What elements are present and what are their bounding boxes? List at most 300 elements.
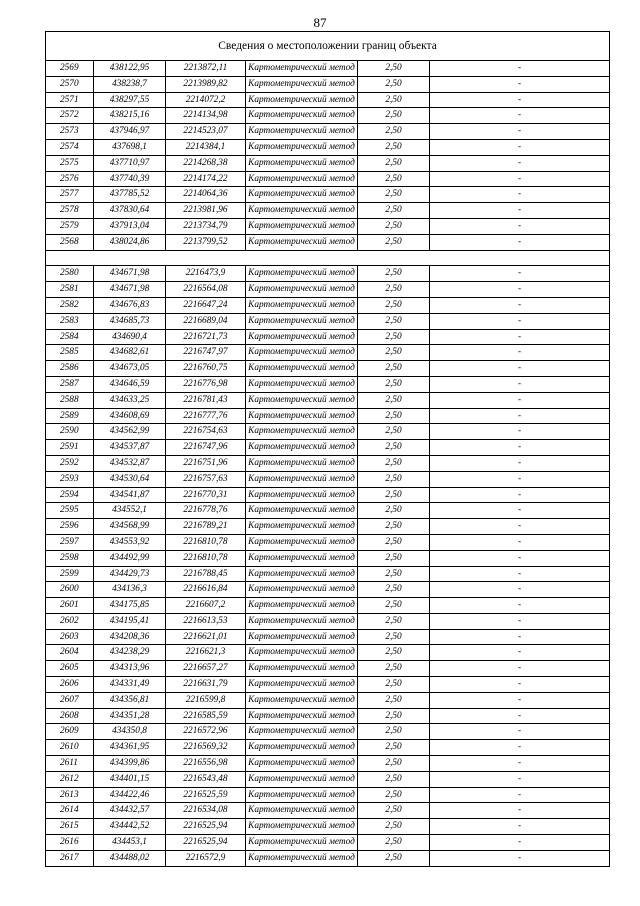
description-cell: - bbox=[430, 756, 610, 772]
description-cell: - bbox=[430, 155, 610, 171]
y-coordinate-cell: 2216770,31 bbox=[166, 487, 246, 503]
y-coordinate-cell: 2216777,76 bbox=[166, 408, 246, 424]
x-coordinate-cell: 434690,4 bbox=[94, 329, 166, 345]
description-cell: - bbox=[430, 661, 610, 677]
point-number-cell: 2570 bbox=[46, 76, 94, 92]
point-number-cell: 2594 bbox=[46, 487, 94, 503]
method-cell: Картометрический метод bbox=[246, 582, 358, 598]
point-number-cell: 2587 bbox=[46, 376, 94, 392]
description-cell: - bbox=[430, 345, 610, 361]
y-coordinate-cell: 2216564,08 bbox=[166, 282, 246, 298]
y-coordinate-cell: 2216525,94 bbox=[166, 819, 246, 835]
x-coordinate-cell: 438215,16 bbox=[94, 108, 166, 124]
description-cell: - bbox=[430, 803, 610, 819]
accuracy-cell: 2,50 bbox=[358, 598, 430, 614]
x-coordinate-cell: 434175,85 bbox=[94, 598, 166, 614]
point-number-cell: 2586 bbox=[46, 361, 94, 377]
accuracy-cell: 2,50 bbox=[358, 76, 430, 92]
x-coordinate-cell: 434676,83 bbox=[94, 297, 166, 313]
method-cell: Картометрический метод bbox=[246, 803, 358, 819]
x-coordinate-cell: 434351,28 bbox=[94, 708, 166, 724]
x-coordinate-cell: 437785,52 bbox=[94, 187, 166, 203]
method-cell: Картометрический метод bbox=[246, 566, 358, 582]
method-cell: Картометрический метод bbox=[246, 187, 358, 203]
point-number-cell: 2575 bbox=[46, 155, 94, 171]
x-coordinate-cell: 434633,25 bbox=[94, 392, 166, 408]
x-coordinate-cell: 437698,1 bbox=[94, 139, 166, 155]
x-coordinate-cell: 434432,57 bbox=[94, 803, 166, 819]
x-coordinate-cell: 438024,86 bbox=[94, 234, 166, 250]
table-row bbox=[46, 756, 610, 772]
point-number-cell: 2569 bbox=[46, 61, 94, 77]
x-coordinate-cell: 434671,98 bbox=[94, 266, 166, 282]
accuracy-cell: 2,50 bbox=[358, 234, 430, 250]
description-cell: - bbox=[430, 629, 610, 645]
table-row bbox=[46, 234, 610, 250]
accuracy-cell: 2,50 bbox=[358, 645, 430, 661]
method-cell: Картометрический метод bbox=[246, 108, 358, 124]
point-number-cell: 2613 bbox=[46, 787, 94, 803]
table-row bbox=[46, 61, 610, 77]
accuracy-cell: 2,50 bbox=[358, 740, 430, 756]
method-cell: Картометрический метод bbox=[246, 408, 358, 424]
point-number-cell: 2588 bbox=[46, 392, 94, 408]
point-number-cell: 2579 bbox=[46, 218, 94, 234]
point-number-cell: 2609 bbox=[46, 724, 94, 740]
point-number-cell: 2608 bbox=[46, 708, 94, 724]
method-cell: Картометрический метод bbox=[246, 203, 358, 219]
x-coordinate-cell: 434541,87 bbox=[94, 487, 166, 503]
accuracy-cell: 2,50 bbox=[358, 692, 430, 708]
group-separator-cell bbox=[46, 250, 610, 266]
method-cell: Картометрический метод bbox=[246, 740, 358, 756]
table-row bbox=[46, 582, 610, 598]
accuracy-cell: 2,50 bbox=[358, 345, 430, 361]
description-cell: - bbox=[430, 266, 610, 282]
point-number-cell: 2615 bbox=[46, 819, 94, 835]
y-coordinate-cell: 2216778,76 bbox=[166, 503, 246, 519]
x-coordinate-cell: 437913,04 bbox=[94, 218, 166, 234]
table-row bbox=[46, 329, 610, 345]
x-coordinate-cell: 434442,52 bbox=[94, 819, 166, 835]
method-cell: Картометрический метод bbox=[246, 440, 358, 456]
table-row bbox=[46, 108, 610, 124]
point-number-cell: 2617 bbox=[46, 850, 94, 866]
accuracy-cell: 2,50 bbox=[358, 187, 430, 203]
y-coordinate-cell: 2216776,98 bbox=[166, 376, 246, 392]
description-cell: - bbox=[430, 566, 610, 582]
table-row bbox=[46, 740, 610, 756]
group-separator-row bbox=[46, 250, 610, 266]
description-cell: - bbox=[430, 582, 610, 598]
boundary-coordinates-table bbox=[45, 31, 610, 867]
description-cell: - bbox=[430, 787, 610, 803]
method-cell: Картометрический метод bbox=[246, 661, 358, 677]
point-number-cell: 2581 bbox=[46, 282, 94, 298]
point-number-cell: 2596 bbox=[46, 519, 94, 535]
point-number-cell: 2583 bbox=[46, 313, 94, 329]
y-coordinate-cell: 2216556,98 bbox=[166, 756, 246, 772]
table-row bbox=[46, 471, 610, 487]
table-row bbox=[46, 203, 610, 219]
y-coordinate-cell: 2216569,32 bbox=[166, 740, 246, 756]
accuracy-cell: 2,50 bbox=[358, 471, 430, 487]
table-row bbox=[46, 771, 610, 787]
x-coordinate-cell: 434238,29 bbox=[94, 645, 166, 661]
y-coordinate-cell: 2214064,36 bbox=[166, 187, 246, 203]
y-coordinate-cell: 2216788,45 bbox=[166, 566, 246, 582]
accuracy-cell: 2,50 bbox=[358, 677, 430, 693]
accuracy-cell: 2,50 bbox=[358, 408, 430, 424]
table-row bbox=[46, 487, 610, 503]
method-cell: Картометрический метод bbox=[246, 550, 358, 566]
point-number-cell: 2576 bbox=[46, 171, 94, 187]
method-cell: Картометрический метод bbox=[246, 282, 358, 298]
description-cell: - bbox=[430, 313, 610, 329]
accuracy-cell: 2,50 bbox=[358, 756, 430, 772]
table-row bbox=[46, 629, 610, 645]
x-coordinate-cell: 434361,95 bbox=[94, 740, 166, 756]
point-number-cell: 2600 bbox=[46, 582, 94, 598]
description-cell: - bbox=[430, 124, 610, 140]
description-cell: - bbox=[430, 519, 610, 535]
method-cell: Картометрический метод bbox=[246, 534, 358, 550]
method-cell: Картометрический метод bbox=[246, 234, 358, 250]
x-coordinate-cell: 434646,59 bbox=[94, 376, 166, 392]
y-coordinate-cell: 2216534,08 bbox=[166, 803, 246, 819]
y-coordinate-cell: 2213872,11 bbox=[166, 61, 246, 77]
description-cell: - bbox=[430, 692, 610, 708]
method-cell: Картометрический метод bbox=[246, 76, 358, 92]
x-coordinate-cell: 434331,49 bbox=[94, 677, 166, 693]
method-cell: Картометрический метод bbox=[246, 692, 358, 708]
method-cell: Картометрический метод bbox=[246, 139, 358, 155]
method-cell: Картометрический метод bbox=[246, 756, 358, 772]
table-row bbox=[46, 819, 610, 835]
accuracy-cell: 2,50 bbox=[358, 266, 430, 282]
accuracy-cell: 2,50 bbox=[358, 582, 430, 598]
method-cell: Картометрический метод bbox=[246, 787, 358, 803]
point-number-cell: 2604 bbox=[46, 645, 94, 661]
table-row bbox=[46, 313, 610, 329]
x-coordinate-cell: 434532,87 bbox=[94, 455, 166, 471]
y-coordinate-cell: 2213981,96 bbox=[166, 203, 246, 219]
accuracy-cell: 2,50 bbox=[358, 440, 430, 456]
method-cell: Картометрический метод bbox=[246, 155, 358, 171]
table-title: Сведения о местоположении границ объекта bbox=[46, 32, 610, 61]
accuracy-cell: 2,50 bbox=[358, 424, 430, 440]
x-coordinate-cell: 434608,69 bbox=[94, 408, 166, 424]
description-cell: - bbox=[430, 503, 610, 519]
accuracy-cell: 2,50 bbox=[358, 534, 430, 550]
x-coordinate-cell: 434208,36 bbox=[94, 629, 166, 645]
table-row bbox=[46, 440, 610, 456]
method-cell: Картометрический метод bbox=[246, 519, 358, 535]
method-cell: Картометрический метод bbox=[246, 455, 358, 471]
y-coordinate-cell: 2216543,48 bbox=[166, 771, 246, 787]
accuracy-cell: 2,50 bbox=[358, 171, 430, 187]
table-row bbox=[46, 345, 610, 361]
y-coordinate-cell: 2216810,78 bbox=[166, 550, 246, 566]
table-row bbox=[46, 677, 610, 693]
description-cell: - bbox=[430, 234, 610, 250]
description-cell: - bbox=[430, 61, 610, 77]
table-row bbox=[46, 92, 610, 108]
y-coordinate-cell: 2216621,3 bbox=[166, 645, 246, 661]
description-cell: - bbox=[430, 92, 610, 108]
y-coordinate-cell: 2216473,9 bbox=[166, 266, 246, 282]
x-coordinate-cell: 437830,64 bbox=[94, 203, 166, 219]
description-cell: - bbox=[430, 282, 610, 298]
description-cell: - bbox=[430, 171, 610, 187]
table-row bbox=[46, 803, 610, 819]
page-number: 87 bbox=[313, 15, 327, 30]
x-coordinate-cell: 434401,15 bbox=[94, 771, 166, 787]
point-number-cell: 2611 bbox=[46, 756, 94, 772]
method-cell: Картометрический метод bbox=[246, 218, 358, 234]
description-cell: - bbox=[430, 819, 610, 835]
method-cell: Картометрический метод bbox=[246, 835, 358, 851]
description-cell: - bbox=[430, 376, 610, 392]
y-coordinate-cell: 2216760,75 bbox=[166, 361, 246, 377]
y-coordinate-cell: 2216757,63 bbox=[166, 471, 246, 487]
accuracy-cell: 2,50 bbox=[358, 835, 430, 851]
description-cell: - bbox=[430, 771, 610, 787]
accuracy-cell: 2,50 bbox=[358, 203, 430, 219]
accuracy-cell: 2,50 bbox=[358, 613, 430, 629]
x-coordinate-cell: 434350,8 bbox=[94, 724, 166, 740]
y-coordinate-cell: 2216747,96 bbox=[166, 440, 246, 456]
y-coordinate-cell: 2216616,84 bbox=[166, 582, 246, 598]
y-coordinate-cell: 2213799,52 bbox=[166, 234, 246, 250]
description-cell: - bbox=[430, 139, 610, 155]
table-row bbox=[46, 408, 610, 424]
table-row bbox=[46, 282, 610, 298]
method-cell: Картометрический метод bbox=[246, 471, 358, 487]
y-coordinate-cell: 2213989,82 bbox=[166, 76, 246, 92]
x-coordinate-cell: 438297,55 bbox=[94, 92, 166, 108]
point-number-cell: 2568 bbox=[46, 234, 94, 250]
y-coordinate-cell: 2216721,73 bbox=[166, 329, 246, 345]
y-coordinate-cell: 2216525,59 bbox=[166, 787, 246, 803]
table-row bbox=[46, 550, 610, 566]
y-coordinate-cell: 2216613,53 bbox=[166, 613, 246, 629]
y-coordinate-cell: 2214384,1 bbox=[166, 139, 246, 155]
y-coordinate-cell: 2214174,22 bbox=[166, 171, 246, 187]
method-cell: Картометрический метод bbox=[246, 266, 358, 282]
table-row bbox=[46, 598, 610, 614]
table-row bbox=[46, 724, 610, 740]
description-cell: - bbox=[430, 408, 610, 424]
description-cell: - bbox=[430, 424, 610, 440]
x-coordinate-cell: 437946,97 bbox=[94, 124, 166, 140]
point-number-cell: 2610 bbox=[46, 740, 94, 756]
accuracy-cell: 2,50 bbox=[358, 550, 430, 566]
accuracy-cell: 2,50 bbox=[358, 708, 430, 724]
x-coordinate-cell: 437710,97 bbox=[94, 155, 166, 171]
table-row bbox=[46, 376, 610, 392]
y-coordinate-cell: 2216781,43 bbox=[166, 392, 246, 408]
accuracy-cell: 2,50 bbox=[358, 455, 430, 471]
point-number-cell: 2593 bbox=[46, 471, 94, 487]
description-cell: - bbox=[430, 740, 610, 756]
accuracy-cell: 2,50 bbox=[358, 297, 430, 313]
table-title-row bbox=[46, 32, 610, 61]
y-coordinate-cell: 2216689,04 bbox=[166, 313, 246, 329]
description-cell: - bbox=[430, 645, 610, 661]
accuracy-cell: 2,50 bbox=[358, 392, 430, 408]
point-number-cell: 2573 bbox=[46, 124, 94, 140]
description-cell: - bbox=[430, 187, 610, 203]
description-cell: - bbox=[430, 835, 610, 851]
point-number-cell: 2602 bbox=[46, 613, 94, 629]
method-cell: Картометрический метод bbox=[246, 629, 358, 645]
table-row bbox=[46, 455, 610, 471]
point-number-cell: 2574 bbox=[46, 139, 94, 155]
y-coordinate-cell: 2216810,78 bbox=[166, 534, 246, 550]
point-number-cell: 2591 bbox=[46, 440, 94, 456]
x-coordinate-cell: 438122,95 bbox=[94, 61, 166, 77]
y-coordinate-cell: 2216607,2 bbox=[166, 598, 246, 614]
x-coordinate-cell: 434488,02 bbox=[94, 850, 166, 866]
point-number-cell: 2595 bbox=[46, 503, 94, 519]
accuracy-cell: 2,50 bbox=[358, 155, 430, 171]
accuracy-cell: 2,50 bbox=[358, 661, 430, 677]
table-row bbox=[46, 297, 610, 313]
x-coordinate-cell: 434537,87 bbox=[94, 440, 166, 456]
table-row bbox=[46, 645, 610, 661]
table-row bbox=[46, 76, 610, 92]
method-cell: Картометрический метод bbox=[246, 61, 358, 77]
y-coordinate-cell: 2216631,79 bbox=[166, 677, 246, 693]
accuracy-cell: 2,50 bbox=[358, 313, 430, 329]
method-cell: Картометрический метод bbox=[246, 677, 358, 693]
accuracy-cell: 2,50 bbox=[358, 519, 430, 535]
x-coordinate-cell: 434399,86 bbox=[94, 756, 166, 772]
accuracy-cell: 2,50 bbox=[358, 566, 430, 582]
y-coordinate-cell: 2216747,97 bbox=[166, 345, 246, 361]
table-row bbox=[46, 835, 610, 851]
description-cell: - bbox=[430, 392, 610, 408]
accuracy-cell: 2,50 bbox=[358, 329, 430, 345]
point-number-cell: 2590 bbox=[46, 424, 94, 440]
x-coordinate-cell: 434562,99 bbox=[94, 424, 166, 440]
method-cell: Картометрический метод bbox=[246, 392, 358, 408]
description-cell: - bbox=[430, 613, 610, 629]
method-cell: Картометрический метод bbox=[246, 487, 358, 503]
table-row bbox=[46, 692, 610, 708]
table-row bbox=[46, 361, 610, 377]
description-cell: - bbox=[430, 550, 610, 566]
y-coordinate-cell: 2213734,79 bbox=[166, 218, 246, 234]
x-coordinate-cell: 434195,41 bbox=[94, 613, 166, 629]
table-row bbox=[46, 139, 610, 155]
x-coordinate-cell: 434453,1 bbox=[94, 835, 166, 851]
y-coordinate-cell: 2214072,2 bbox=[166, 92, 246, 108]
y-coordinate-cell: 2214268,38 bbox=[166, 155, 246, 171]
point-number-cell: 2614 bbox=[46, 803, 94, 819]
point-number-cell: 2584 bbox=[46, 329, 94, 345]
description-cell: - bbox=[430, 297, 610, 313]
x-coordinate-cell: 434136,3 bbox=[94, 582, 166, 598]
y-coordinate-cell: 2216621,01 bbox=[166, 629, 246, 645]
x-coordinate-cell: 434422,46 bbox=[94, 787, 166, 803]
description-cell: - bbox=[430, 329, 610, 345]
x-coordinate-cell: 434313,96 bbox=[94, 661, 166, 677]
table-row bbox=[46, 708, 610, 724]
accuracy-cell: 2,50 bbox=[358, 139, 430, 155]
point-number-cell: 2585 bbox=[46, 345, 94, 361]
x-coordinate-cell: 438238,7 bbox=[94, 76, 166, 92]
method-cell: Картометрический метод bbox=[246, 613, 358, 629]
accuracy-cell: 2,50 bbox=[358, 850, 430, 866]
description-cell: - bbox=[430, 850, 610, 866]
description-cell: - bbox=[430, 455, 610, 471]
x-coordinate-cell: 434553,92 bbox=[94, 534, 166, 550]
method-cell: Картометрический метод bbox=[246, 345, 358, 361]
description-cell: - bbox=[430, 598, 610, 614]
table-row bbox=[46, 850, 610, 866]
table-row bbox=[46, 661, 610, 677]
point-number-cell: 2616 bbox=[46, 835, 94, 851]
x-coordinate-cell: 437740,39 bbox=[94, 171, 166, 187]
accuracy-cell: 2,50 bbox=[358, 487, 430, 503]
point-number-cell: 2582 bbox=[46, 297, 94, 313]
y-coordinate-cell: 2216572,9 bbox=[166, 850, 246, 866]
description-cell: - bbox=[430, 108, 610, 124]
point-number-cell: 2578 bbox=[46, 203, 94, 219]
point-number-cell: 2607 bbox=[46, 692, 94, 708]
description-cell: - bbox=[430, 534, 610, 550]
table-row bbox=[46, 787, 610, 803]
accuracy-cell: 2,50 bbox=[358, 376, 430, 392]
y-coordinate-cell: 2216657,27 bbox=[166, 661, 246, 677]
x-coordinate-cell: 434492,99 bbox=[94, 550, 166, 566]
point-number-cell: 2580 bbox=[46, 266, 94, 282]
accuracy-cell: 2,50 bbox=[358, 803, 430, 819]
point-number-cell: 2572 bbox=[46, 108, 94, 124]
method-cell: Картометрический метод bbox=[246, 297, 358, 313]
accuracy-cell: 2,50 bbox=[358, 361, 430, 377]
y-coordinate-cell: 2216599,8 bbox=[166, 692, 246, 708]
x-coordinate-cell: 434552,1 bbox=[94, 503, 166, 519]
accuracy-cell: 2,50 bbox=[358, 771, 430, 787]
method-cell: Картометрический метод bbox=[246, 724, 358, 740]
method-cell: Картометрический метод bbox=[246, 598, 358, 614]
x-coordinate-cell: 434673,05 bbox=[94, 361, 166, 377]
table-row bbox=[46, 566, 610, 582]
description-cell: - bbox=[430, 440, 610, 456]
table-row bbox=[46, 519, 610, 535]
point-number-cell: 2612 bbox=[46, 771, 94, 787]
method-cell: Картометрический метод bbox=[246, 171, 358, 187]
method-cell: Картометрический метод bbox=[246, 708, 358, 724]
y-coordinate-cell: 2216754,63 bbox=[166, 424, 246, 440]
method-cell: Картометрический метод bbox=[246, 92, 358, 108]
point-number-cell: 2605 bbox=[46, 661, 94, 677]
description-cell: - bbox=[430, 487, 610, 503]
table-row bbox=[46, 613, 610, 629]
table-row bbox=[46, 187, 610, 203]
method-cell: Картометрический метод bbox=[246, 376, 358, 392]
y-coordinate-cell: 2214523,07 bbox=[166, 124, 246, 140]
y-coordinate-cell: 2216585,59 bbox=[166, 708, 246, 724]
accuracy-cell: 2,50 bbox=[358, 108, 430, 124]
accuracy-cell: 2,50 bbox=[358, 724, 430, 740]
description-cell: - bbox=[430, 218, 610, 234]
accuracy-cell: 2,50 bbox=[358, 218, 430, 234]
table-row bbox=[46, 155, 610, 171]
